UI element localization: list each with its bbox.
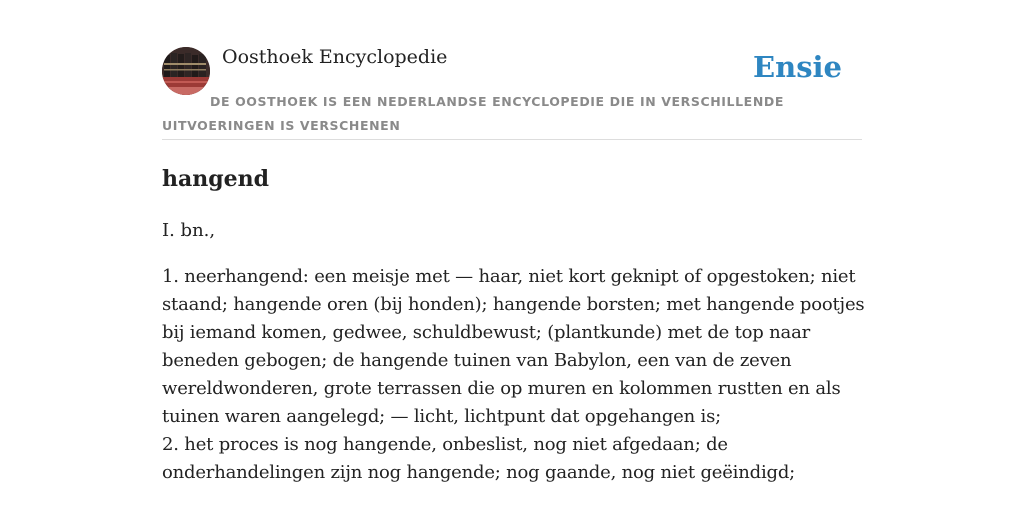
ensie-logo[interactable]: Ensie xyxy=(753,50,842,84)
books-image-icon xyxy=(162,47,210,95)
site-tagline: DE OOSTHOEK IS EEN NEDERLANDSE ENCYCLOPEDIE DIE IN VERSCHILLENDE UITVOERINGEN IS VERSCHENEN xyxy=(162,94,784,133)
entry-content xyxy=(162,163,867,487)
part-of-speech: I. bn., xyxy=(162,220,216,241)
definition-1: 1. neerhangend: een meisje met — haar, niet kort geknipt of opgestoken; niet staand; hangende oren (bij honden); hangende borsten; met hangende pootjes bij iemand komen, gedwee, schuldbewust; (plantkunde) met de top naar beneden gebogen; de hangende tuinen van Babylon, een van de zeven wereldwonderen, grote terrassen die op muren en kolommen rustten en als tuinen waren aangelegd; — licht, lichtpunt dat opgehangen is; xyxy=(162,266,865,427)
encyclopedia-books-avatar[interactable] xyxy=(162,47,210,95)
site-title[interactable]: Oosthoek Encyclopedie xyxy=(222,46,448,68)
entry-headword: hangend xyxy=(162,166,270,192)
definition-2: 2. het proces is nog hangende, onbeslist, nog niet afgedaan; de onderhandelingen zijn nog hangende; nog gaande, nog niet geëindigd; xyxy=(162,434,796,483)
site-header xyxy=(162,46,862,140)
